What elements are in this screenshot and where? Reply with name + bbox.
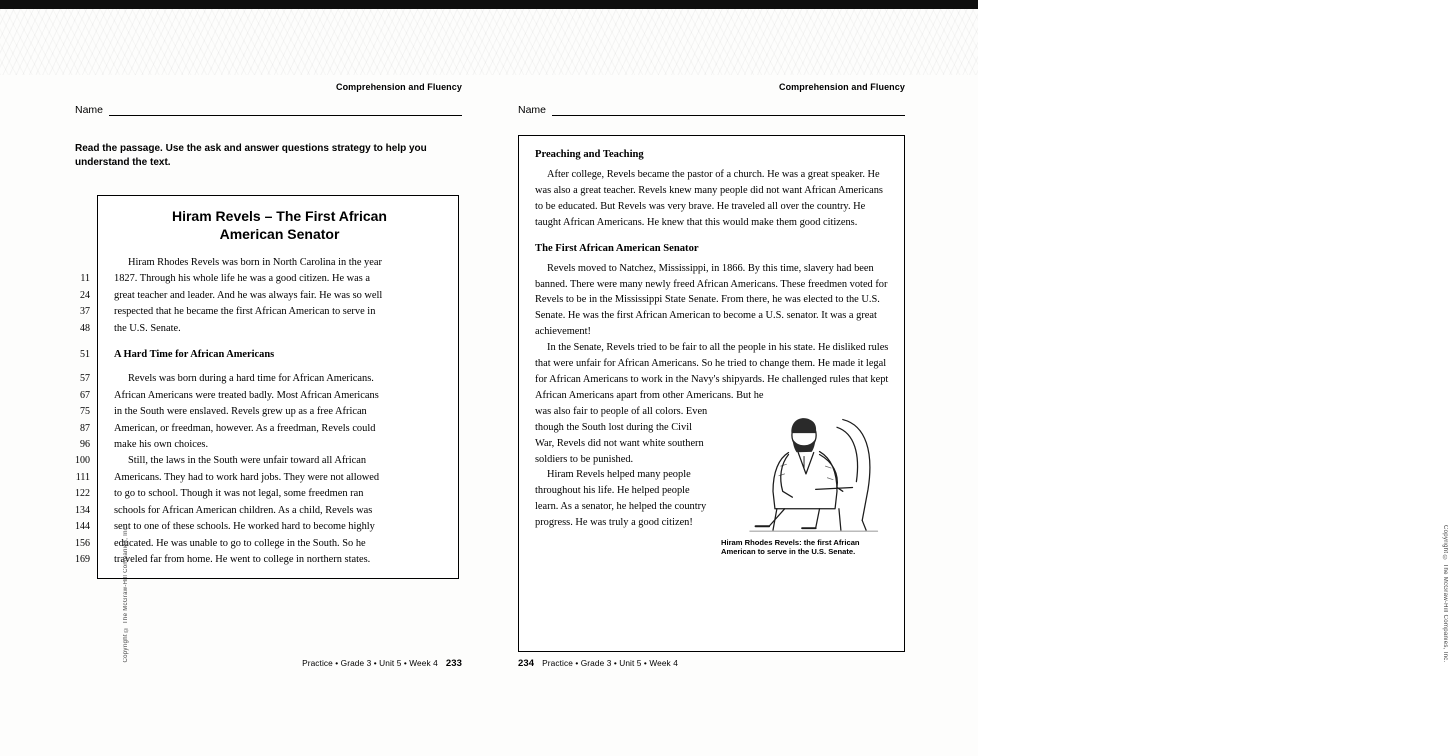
word-count-number: 37 bbox=[80, 306, 90, 318]
passage-line-text: sent to one of these schools. He worked hard to become highly bbox=[114, 521, 375, 533]
passage-title bbox=[114, 208, 445, 243]
section-heading-senator: The First African American Senator bbox=[535, 242, 699, 254]
passage-box bbox=[75, 195, 459, 579]
passage-line bbox=[75, 519, 445, 535]
page-header-label: Comprehension and Fluency bbox=[335, 82, 462, 92]
seated-man-line-drawing bbox=[721, 406, 889, 534]
scan-top-bar bbox=[0, 0, 978, 9]
scan-texture-band bbox=[0, 9, 978, 75]
passage-line bbox=[80, 388, 445, 404]
name-label: Name bbox=[518, 104, 547, 116]
page-number: 234 bbox=[518, 658, 535, 669]
paragraph: After college, Revels became the pastor of a church. He was a great speaker. He was also a great teacher. Revels knew many people did not want African Americans to be educated. But Revels was very brave. He traveled all over the country. He taught African Americans. He knew that this would make them good citizens. bbox=[535, 169, 883, 228]
footer-text: Practice • Grade 3 • Unit 5 • Week 4 bbox=[542, 658, 678, 668]
passage-line-text: 1827. Through his whole life he was a good citizen. He was a bbox=[114, 273, 371, 285]
instructions-text: Read the passage. Use the ask and answer questions strategy to help you understand the text. bbox=[75, 143, 427, 168]
name-label: Name bbox=[75, 104, 104, 116]
passage-line bbox=[80, 304, 445, 320]
passage-line bbox=[80, 421, 445, 437]
footer-right bbox=[518, 658, 905, 669]
word-count-number: 100 bbox=[75, 455, 90, 467]
passage-line-text: schools for African American children. As a child, Revels was bbox=[114, 504, 373, 516]
word-count-number: 67 bbox=[80, 389, 90, 401]
name-row bbox=[75, 103, 462, 116]
footer-left bbox=[75, 658, 462, 669]
passage-line-text: to go to school. Though it was not legal, some freedmen ran bbox=[114, 488, 364, 500]
passage-title-line2: American Senator bbox=[219, 225, 340, 242]
passage-line bbox=[75, 453, 445, 469]
passage-line bbox=[75, 536, 445, 552]
footer-text: Practice • Grade 3 • Unit 5 • Week 4 bbox=[302, 658, 438, 668]
passage-line-text: traveled far from home. He went to college in northern states. bbox=[114, 553, 371, 565]
word-count-number: 156 bbox=[75, 537, 90, 549]
passage-line-text: American, or freedman, however. As a freedman, Revels could bbox=[114, 422, 376, 434]
passage-title-line1: Hiram Revels – The First African bbox=[171, 208, 387, 224]
passage-line-text: educated. He was unable to go to college in the South. So he bbox=[114, 537, 366, 549]
passage-line-text: Still, the laws in the South were unfair toward all African bbox=[128, 455, 367, 467]
name-row bbox=[518, 103, 905, 116]
section-heading-preaching: Preaching and Teaching bbox=[535, 149, 644, 160]
passage-line bbox=[80, 437, 445, 453]
passage-line-text: respected that he became the first African American to serve in bbox=[114, 306, 376, 318]
passage-line-text: Americans. They had to work hard jobs. They were not allowed bbox=[114, 471, 380, 483]
word-count-number: 48 bbox=[80, 322, 90, 334]
word-count-number: 144 bbox=[75, 521, 90, 533]
copyright-text-left: Copyright © The McGraw-Hill Companies, Inc. bbox=[123, 525, 129, 663]
paragraph: Hiram Revels helped many people throughout his life. He helped people learn. As a senator, he helped the country progress. He was truly a good citizen! bbox=[535, 469, 707, 529]
page-number: 233 bbox=[445, 658, 462, 669]
word-count-number: 51 bbox=[80, 349, 90, 361]
passage-line bbox=[80, 321, 445, 337]
passage-line-text: the U.S. Senate. bbox=[114, 322, 181, 334]
passage-lines bbox=[75, 255, 445, 568]
paragraph: was also fair to people of all colors. Even though the South lost during the Civil War, Revels did not want white southern soldiers to be punished. bbox=[535, 405, 708, 465]
word-count-number: 57 bbox=[80, 373, 90, 385]
passage-line bbox=[80, 371, 445, 387]
word-count-number: 169 bbox=[75, 553, 90, 565]
word-count-number: 96 bbox=[80, 439, 90, 451]
word-count-number: 134 bbox=[75, 504, 90, 516]
passage-line bbox=[75, 486, 445, 502]
copyright-text-right: Copyright © The McGraw-Hill Companies, Inc. bbox=[1442, 525, 1448, 663]
name-write-line bbox=[552, 103, 905, 116]
passage-line bbox=[75, 470, 445, 486]
illustration-caption: Hiram Rhodes Revels: the first African American to serve in the U.S. Senate. bbox=[721, 537, 860, 557]
passage-line-text: in the South were enslaved. Revels grew up as a free African bbox=[114, 406, 367, 418]
passage-line-text: African Americans were treated badly. Most African Americans bbox=[114, 389, 379, 401]
text-image-wrap-zone bbox=[535, 404, 889, 557]
page-header-label: Comprehension and Fluency bbox=[778, 82, 905, 92]
passage-line-text: make his own choices. bbox=[114, 439, 209, 451]
passage-line bbox=[80, 271, 445, 287]
paragraph: In the Senate, Revels tried to be fair to all the people in his state. He disliked rules that were unfair for African Americans. So he tried to change them. He made it legal for African Americans to work in the Navy's shipyards. He challenged rules that kept African Americans apart from other Americans. But he bbox=[535, 342, 889, 401]
passage-line bbox=[80, 404, 445, 420]
passage-line bbox=[75, 552, 445, 568]
passage-line-text: A Hard Time for African Americans bbox=[114, 349, 275, 361]
word-count-number: 87 bbox=[80, 422, 90, 434]
word-count-number: 122 bbox=[75, 488, 90, 500]
hiram-revels-illustration bbox=[721, 406, 889, 557]
passage-line bbox=[114, 255, 445, 271]
passage-line bbox=[80, 288, 445, 304]
name-write-line bbox=[109, 103, 462, 116]
word-count-number: 75 bbox=[80, 406, 90, 418]
passage-line bbox=[75, 503, 445, 519]
word-count-number: 11 bbox=[80, 273, 90, 285]
paragraph: Revels moved to Natchez, Mississippi, in 1866. By this time, slavery had been banned. There were many newly freed African Americans. These freedmen voted for Revels to be in the Mississippi State Senate. From there, he was elected to the U.S. Senate. He was the first African American to become a U.S. senator. It was a great achievement! bbox=[535, 262, 888, 338]
passage-line-text: Revels was born during a hard time for African Americans. bbox=[128, 373, 374, 385]
passage-heading-line bbox=[80, 347, 445, 363]
word-count-number: 111 bbox=[75, 471, 90, 483]
passage-continuation-box bbox=[518, 135, 905, 652]
passage-line-text: great teacher and leader. And he was always fair. He was so well bbox=[114, 289, 383, 301]
passage-line-text: Hiram Rhodes Revels was born in North Carolina in the year bbox=[128, 257, 382, 268]
word-count-number: 24 bbox=[80, 289, 90, 301]
